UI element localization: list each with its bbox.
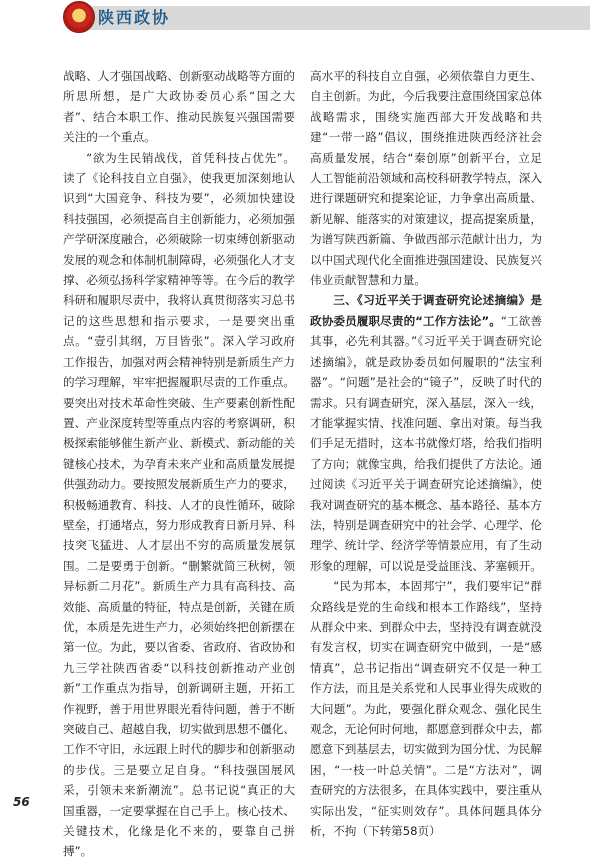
left-column [63,66,295,862]
left-paragraph-1: 战略、人才强国战略、创新驱动战略等方面的所思所想，是广大政协委员心系“国之大者”、结合本职工作、推动民族复兴强国需要关注的一个重点。 [63,69,295,145]
right-paragraph-2 [310,290,542,576]
magazine-title: 陕西政协 [98,8,171,27]
section-body: “工欲善其事，必先利其器。”《习近平关于调查研究论述摘编》，就是政协委员如何履职的“法宝利器”。“问题”是社会的“镜子”，反映了时代的需求。只有调查研究，深入基层，深入一线，才能掌握实情、找准问题、拿出对策。每当我们手足无措时，这本书就像灯塔，给我们指明了方向；就像宝典，给我们提供了方法论。通过阅读《习近平关于调查研究论述摘编》，使我对调查研究的基本概念、基本路径、基本方法，特别是调查研究中的社会学、心理学、伦理学、统计学、经济学等情景应用，有了生动形象的理解，可以说是受益匪浅、茅塞顿开。 [310,313,542,573]
right-paragraph-1: 高水平的科技自立自强，必须依靠自力更生、自主创新。为此，今后我要注意围绕国家总体战略需求，围绕实施西部大开发战略和共建“一带一路”倡议，围绕推进陕西经济社会高质量发展，结合“秦创原”创新平台，立足人工智能前沿领域和高校科研教学特点，深入进行课题研究和提案论证，力争拿出高质量、新见解、能落实的对策建议，提高提案质量，为谱写陕西新篇、争做西部示范献计出力，为以中国式现代化全面推进强国建设、民族复兴伟业贡献智慧和力量。 [310,69,542,288]
section-heading: 三、《习近平关于调查研究论述摘编》是政协委员履职尽责的“工作方法论”。 [310,293,542,328]
right-column [310,66,542,841]
page-number: 56 [13,795,30,809]
page-header [0,0,590,34]
cppcc-emblem-icon [63,1,95,33]
right-paragraph-3: “民为邦本，本固邦宁”，我们要牢记“群众路线是党的生命线和根本工作路线”，坚持从群众中来、到群众中去，坚持没有调查就没有发言权，切实在调查研究中做到，一是“感情真”，总书记指出“调查研究不仅是一种工作方法，而且是关系党和人民事业得失成败的大问题”。为此，要强化群众观念、强化民生观念，无论何时何地，都愿意到群众中去，都愿意下到基层去，切实做到为国分忧、为民解困，“一枝一叶总关情”。二是“方法对”，调查研究的方法很多，在具体实践中，要注重从实际出发，“征实则效存”。具体问题具体分析，不拘（下转第58页） [310,579,542,839]
left-paragraph-2: “欲为生民销战伐，首凭科技占优先”。读了《论科技自立自强》，使我更加深刻地认识到“大国竞争、科技为要”，必须加快建设科技强国，必须提高自主创新能力，必须加强产学研深度融合，必须破除一切束缚创新驱动发展的观念和体制机制障碍，必须强化人才支撑、必须弘扬科学家精神等等。在今后的教学科研和履职尽责中，我将认真贯彻落实习总书记的这些思想和指示要求，一是要突出重点。“壹引其纲，万目皆张”。深入学习政府工作报告，加强对两会精神特别是新质生产力的学习理解，牢牢把握履职尽责的工作重点。要突出对技术革命性突破、生产要素创新性配置、产业深度转型等重点内容的考察调研，积极探索能够催生新产业、新模式、新动能的关键核心技术，为孕育未来产业和高质量发展提供强劲动力。要按照发展新质生产力的要求，积极畅通教育、科技、人才的良性循环，破除壁垒，打通堵点，努力形成教育日新月异、科技突飞猛进、人才层出不穷的高质量发展氛围。二是要勇于创新。“删繁就简三秋树，领异标新二月花”。新质生产力具有高科技、高效能、高质量的特征，特点是创新，关键在质优，本质是先进生产力，必须始终把创新摆在第一位。为此，要以省委、省政府、省政协和九三学社陕西省委“以科技创新推动产业创新”工作重点为指导，创新调研主题，开拓工作视野，善于用世界眼光看待问题，善于不断突破自己、超越自我，切实做到思想不僵化、工作不守旧，永远跟上时代的脚步和创新驱动的步伐。三是要立足自身。“科技强国展风采，引领未来新潮流”。总书记说“真正的大国重器，一定要掌握在自己手上。核心技术、关键技术，化缘是化不来的，要靠自己拼搏”。 [63,150,295,859]
